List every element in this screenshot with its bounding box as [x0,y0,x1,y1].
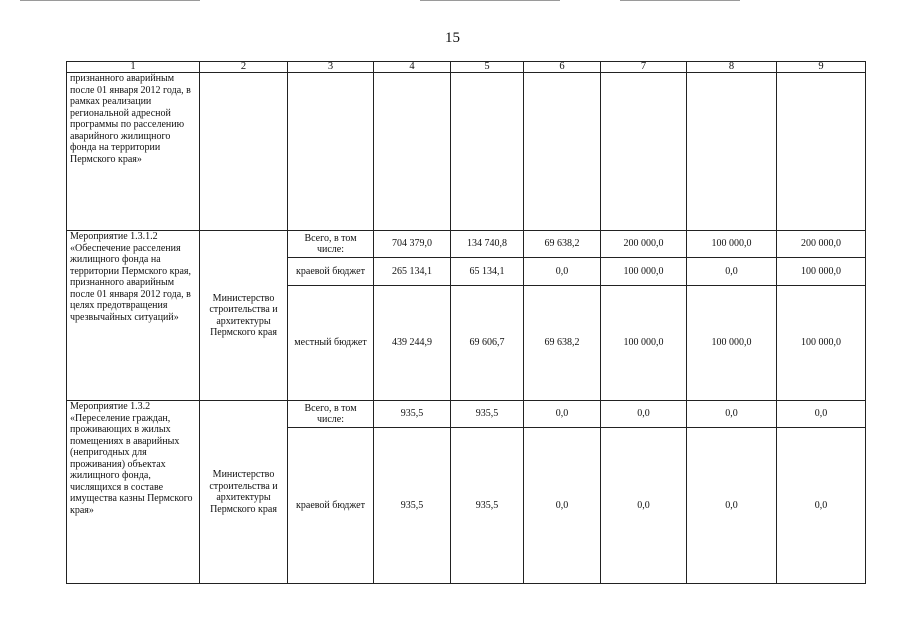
executor: Министерство строительства и архитектуры Пермского края [200,401,288,584]
value-cell: 200 000,0 [601,231,687,258]
empty-cell [524,73,601,231]
value-cell: 0,0 [601,428,687,584]
value-cell: 69 638,2 [524,231,601,258]
scan-artifact [620,0,740,1]
value-cell: 0,0 [524,428,601,584]
funding-source: краевой бюджет [288,428,374,584]
column-number: 5 [451,62,524,73]
empty-cell [200,73,288,231]
value-cell: 0,0 [524,401,601,428]
empty-cell [288,73,374,231]
value-cell: 704 379,0 [374,231,451,258]
value-cell: 439 244,9 [374,286,451,401]
value-cell: 0,0 [687,401,777,428]
value-cell: 100 000,0 [687,231,777,258]
scan-artifact [20,0,200,1]
value-cell: 0,0 [601,401,687,428]
value-cell: 65 134,1 [451,258,524,286]
value-cell: 100 000,0 [777,258,866,286]
value-cell: 935,5 [374,428,451,584]
empty-cell [777,73,866,231]
empty-cell [687,73,777,231]
value-cell: 935,5 [374,401,451,428]
column-number: 4 [374,62,451,73]
funding-source: местный бюджет [288,286,374,401]
value-cell: 69 638,2 [524,286,601,401]
value-cell: 0,0 [777,401,866,428]
funding-source: Всего, в том числе: [288,401,374,428]
table-row [67,231,866,258]
value-cell: 0,0 [777,428,866,584]
value-cell: 265 134,1 [374,258,451,286]
column-number: 9 [777,62,866,73]
value-cell: 134 740,8 [451,231,524,258]
funding-source: Всего, в том числе: [288,231,374,258]
executor: Министерство строительства и архитектуры Пермского края [200,231,288,401]
measure-name: Мероприятие 1.3.2 «Переселение граждан, проживающих в жилых помещениях в аварийных (непригодных для проживания) объектах жилищного фонда, числящихся в составе имущества казны Пермского края» [67,401,200,584]
value-cell: 0,0 [524,258,601,286]
scan-artifact [420,0,560,1]
value-cell: 69 606,7 [451,286,524,401]
table-row [67,73,866,231]
value-cell: 100 000,0 [687,286,777,401]
measure-name: Мероприятие 1.3.1.2 «Обеспечение расселения жилищного фонда на территории Пермского края, признанного аварийным после 01 января 2012 года, в целях предотвращения чрезвычайных ситуаций» [67,231,200,401]
empty-cell [374,73,451,231]
value-cell: 200 000,0 [777,231,866,258]
value-cell: 100 000,0 [601,286,687,401]
value-cell: 0,0 [687,428,777,584]
funding-source: краевой бюджет [288,258,374,286]
empty-cell [601,73,687,231]
empty-cell [451,73,524,231]
column-number: 7 [601,62,687,73]
value-cell: 100 000,0 [601,258,687,286]
column-number: 3 [288,62,374,73]
value-cell: 0,0 [687,258,777,286]
column-number: 2 [200,62,288,73]
column-number-row [67,62,866,73]
value-cell: 935,5 [451,428,524,584]
table-row [67,401,866,428]
column-number: 6 [524,62,601,73]
value-cell: 100 000,0 [777,286,866,401]
value-cell: 935,5 [451,401,524,428]
measure-name-continuation: признанного аварийным после 01 января 2012 года, в рамках реализации региональной адресной программы по расселению аварийного жилищного фонда на территории Пермского края» [67,73,200,231]
column-number: 8 [687,62,777,73]
column-number: 1 [67,62,200,73]
program-table [66,61,866,584]
page-number: 15 [445,30,460,46]
